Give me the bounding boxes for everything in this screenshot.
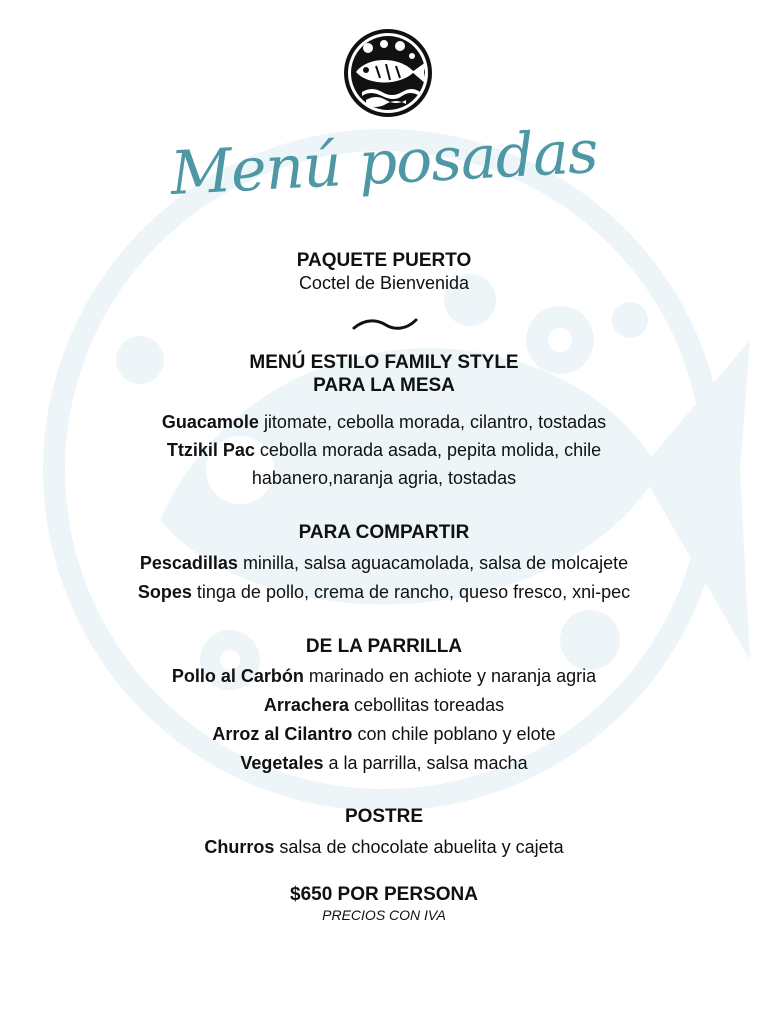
menu-item (0, 553, 768, 574)
menu-item-name: Sopes (137, 582, 192, 602)
menu-item-name: Pescadillas (139, 553, 238, 573)
section-heading-postre: POSTRE (344, 806, 424, 827)
menu-item (0, 440, 768, 461)
menu-item (0, 695, 768, 716)
menu-item-desc: jitomate, cebolla morada, cilantro, tostadas (263, 412, 607, 432)
menu-item-desc: con chile poblano y elote (357, 724, 556, 744)
menu-item (0, 412, 768, 433)
package-subtitle: Coctel de Bienvenida (298, 273, 470, 293)
menu-item-desc: salsa de chocolate abuelita y cajeta (279, 837, 564, 857)
package-name: PAQUETE PUERTO (296, 250, 472, 271)
fish-logo-icon (340, 28, 436, 118)
menu-item (0, 753, 768, 774)
section-heading-de-la-parrilla: DE LA PARRILLA (305, 636, 463, 657)
menu-item (0, 724, 768, 745)
menu-item (0, 666, 768, 687)
menu-item-name: Vegetales (240, 753, 324, 773)
menu-item-name: Guacamole (161, 412, 259, 432)
wave-divider-icon (352, 316, 418, 334)
menu-item-name: Pollo al Carbón (171, 666, 304, 686)
section-heading-family-style: MENÚ ESTILO FAMILY STYLE (249, 352, 519, 373)
menu-item-name: Ttzikil Pac (166, 440, 255, 460)
menu-item (0, 837, 768, 858)
menu-item-desc: tinga de pollo, crema de rancho, queso fresco, xni-pec (196, 582, 631, 602)
price-note: PRECIOS CON IVA (322, 907, 446, 923)
section-heading-para-compartir: PARA COMPARTIR (298, 522, 470, 543)
section-heading-para-la-mesa: PARA LA MESA (313, 375, 455, 396)
menu-item-desc: a la parrilla, salsa macha (328, 753, 528, 773)
menu-item-desc: minilla, salsa aguacamolada, salsa de molcajete (242, 553, 629, 573)
menu-item-name: Arroz al Cilantro (212, 724, 353, 744)
menu-item-name: Churros (204, 837, 275, 857)
menu-item (0, 582, 768, 603)
menu-item-name: Arrachera (263, 695, 349, 715)
price: $650 POR PERSONA (290, 884, 478, 905)
menu-item-desc: cebollitas toreadas (353, 695, 505, 715)
page-title: Menú posadas (168, 116, 600, 210)
menu-item-desc: cebolla morada asada, pepita molida, chile (259, 440, 602, 460)
menu-item-desc: marinado en achiote y naranja agria (308, 666, 597, 686)
menu-item-desc-continued: habanero,naranja agria, tostadas (251, 468, 517, 488)
